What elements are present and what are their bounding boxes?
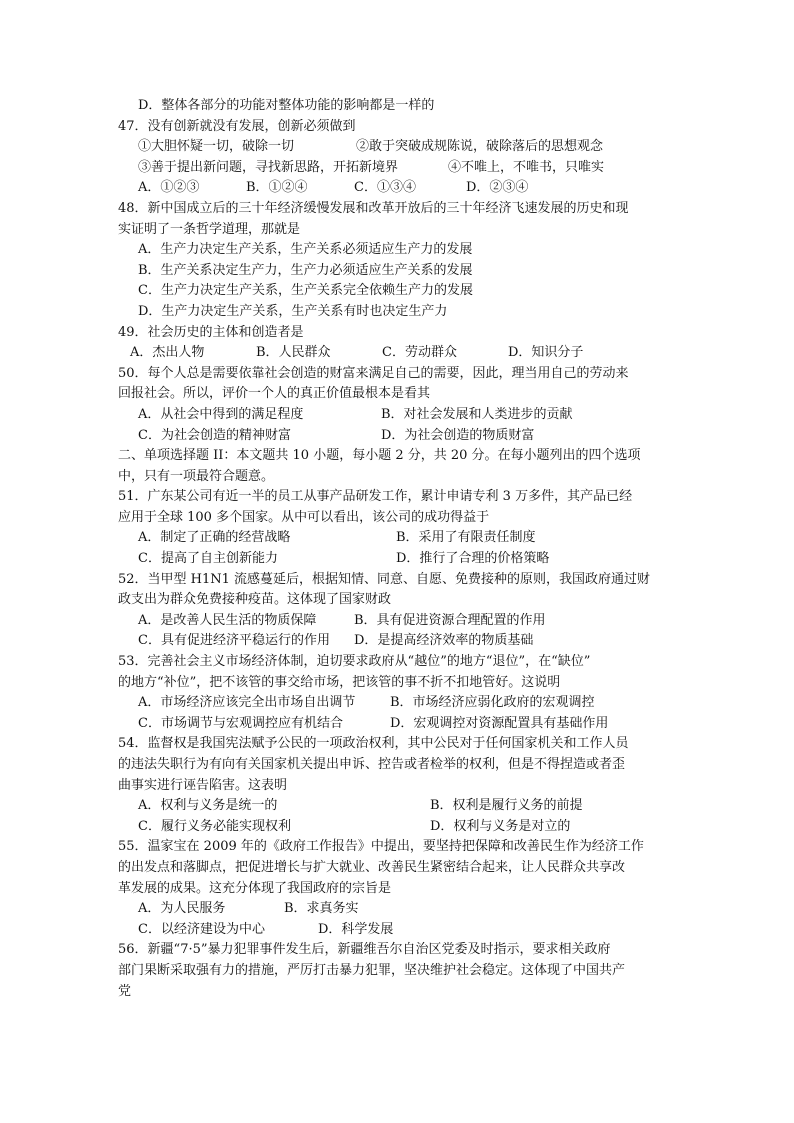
option-row bbox=[118, 714, 688, 735]
option-text: C．市场调节与宏观调控应有机结合 bbox=[138, 715, 343, 731]
option-text: B．求真务实 bbox=[284, 901, 359, 917]
question-line: 54．监督权是我国宪法赋予公民的一项政治权利，其中公民对于任何国家机关和工作人员 bbox=[118, 736, 629, 752]
option-row bbox=[118, 549, 688, 570]
option-text: A．为人民服务 bbox=[138, 901, 226, 917]
option-text: D．推行了合理的价格策略 bbox=[396, 551, 550, 567]
question-line: 回报社会。所以，评价一个人的真正价值最根本是看其 bbox=[118, 386, 431, 402]
option-line: B．生产关系决定生产力，生产力必须适应生产关系的发展 bbox=[138, 262, 473, 278]
option-line: D．整体各部分的功能对整体功能的影响都是一样的 bbox=[138, 98, 435, 113]
question-line: 50．每个人总是需要依靠社会创造的财富来满足自己的需要，因此，理当用自己的劳动来 bbox=[118, 365, 629, 381]
option-text: B．具有促进资源合理配置的作用 bbox=[354, 612, 546, 628]
option-text: C．为社会创造的精神财富 bbox=[138, 427, 291, 443]
question-line: 51．广东某公司有近一半的员工从事产品研发工作，累计申请专利 3 万多件，其产品已经 bbox=[118, 489, 633, 505]
option-text: D．为社会创造的物质财富 bbox=[381, 427, 535, 443]
option-text: A．①②③ bbox=[138, 180, 200, 196]
question-line: 的违法失职行为有向有关国家机关提出申诉、控告或者检举的权利，但是不得捏造或者歪 bbox=[118, 757, 626, 772]
question-line: 二、单项选择题 II：本文题共 10 小题，每小题 2 分，共 20 分。在每小题列出的四个选项 bbox=[118, 448, 641, 464]
option-row bbox=[118, 611, 688, 632]
option-text: ③善于提出新问题，寻找新思路，开拓新境界 bbox=[138, 159, 399, 175]
option-row bbox=[118, 528, 688, 549]
option-row bbox=[118, 158, 688, 179]
question-line: 部门果断采取强有力的措施，严厉打击暴力犯罪，坚决维护社会稳定。这体现了中国共产 bbox=[118, 962, 626, 978]
question-line: 的地方“补位”，把不该管的事交给市场，把该管的事不折不扣地管好。这说明 bbox=[118, 674, 561, 690]
option-text: ②敢于突破成规陈说，破除落后的思想观念 bbox=[356, 139, 604, 155]
option-text: A．市场经济应该完全出市场自出调节 bbox=[138, 695, 356, 711]
option-text: ①大胆怀疑一切，破除一切 bbox=[138, 139, 295, 155]
question-line: 的出发点和落脚点，把促进增长与扩大就业、改善民生紧密结合起来，让人民群众共享改 bbox=[118, 859, 626, 875]
question-line: 中，只有一项最符合题意。 bbox=[118, 468, 275, 484]
option-text: C．劳动群众 bbox=[382, 345, 457, 361]
question-line: 党 bbox=[118, 983, 132, 999]
option-row bbox=[118, 817, 688, 838]
option-row bbox=[118, 693, 688, 714]
option-text: B．市场经济应弱化政府的宏观调控 bbox=[390, 695, 595, 711]
option-text: B．权利是履行义务的前提 bbox=[430, 798, 583, 814]
option-text: A．制定了正确的经营战略 bbox=[138, 530, 291, 546]
question-line: 曲事实进行诬告陷害。这表明 bbox=[118, 777, 288, 793]
option-text: C．提高了自主创新能力 bbox=[138, 551, 278, 567]
option-row bbox=[118, 405, 688, 426]
question-line: 48．新中国成立后的三十年经济缓慢发展和改革开放后的三十年经济飞速发展的历史和现 bbox=[118, 200, 629, 216]
option-row bbox=[118, 631, 688, 652]
question-line: 56．新疆“7·5”暴力犯罪事件发生后，新疆维吾尔自治区党委及时指示，要求相关政府 bbox=[118, 942, 611, 958]
option-text: B．①②④ bbox=[246, 180, 308, 196]
option-text: C．履行义务必能实现权利 bbox=[138, 818, 291, 834]
option-text: ④不唯上，不唯书，只唯实 bbox=[448, 159, 605, 175]
option-text: D．权利与义务是对立的 bbox=[430, 818, 571, 834]
question-line: 实证明了一条哲学道理，那就是 bbox=[118, 221, 301, 237]
option-text: B．对社会发展和人类进步的贡献 bbox=[381, 406, 573, 422]
option-text: C．以经济建设为中心 bbox=[138, 921, 265, 937]
option-row bbox=[118, 796, 688, 817]
option-text: B．采用了有限责任制度 bbox=[396, 530, 536, 546]
option-row bbox=[118, 343, 688, 364]
option-row bbox=[118, 178, 688, 199]
option-text: A．是改善人民生活的物质保障 bbox=[138, 612, 317, 628]
option-row bbox=[118, 899, 688, 920]
option-text: C．具有促进经济平稳运行的作用 bbox=[138, 633, 330, 649]
question-line: 49．社会历史的主体和创造者是 bbox=[118, 324, 304, 340]
question-line: 应用于全球 100 多个国家。从中可以看出，该公司的成功得益于 bbox=[118, 509, 490, 525]
option-text: A．从社会中得到的满足程度 bbox=[138, 406, 304, 422]
option-text: C．①③④ bbox=[354, 180, 416, 196]
option-text: D．科学发展 bbox=[318, 921, 394, 937]
option-text: D．宏观调控对资源配置具有基础作用 bbox=[390, 715, 609, 731]
option-text: D．②③④ bbox=[466, 180, 529, 196]
option-row bbox=[118, 137, 688, 158]
question-block bbox=[118, 96, 688, 1002]
option-line: C．生产力决定生产关系，生产关系完全依赖生产力的发展 bbox=[138, 283, 473, 299]
option-text: D．知识分子 bbox=[508, 345, 584, 361]
option-text: B．人民群众 bbox=[256, 345, 331, 361]
option-text: A．权利与义务是统一的 bbox=[138, 798, 278, 814]
question-line: 47．没有创新就没有发展，创新必须做到 bbox=[118, 118, 356, 134]
question-line: 53．完善社会主义市场经济体制，迫切要求政府从“越位”的地方“退位”，在“缺位” bbox=[118, 654, 591, 670]
question-line: 革发展的成果。这充分体现了我国政府的宗旨是 bbox=[118, 880, 392, 896]
question-line: 政支出为群众免费接种疫苗。这体现了国家财政 bbox=[118, 592, 392, 608]
option-text: A．杰出人物 bbox=[130, 345, 205, 361]
option-text: D．是提高经济效率的物质基础 bbox=[354, 633, 534, 649]
question-line: 55．温家宝在 2009 年的《政府工作报告》中提出，要坚持把保障和改善民生作为经济工作 bbox=[118, 839, 644, 855]
option-line: D．生产力决定生产关系，生产关系有时也决定生产力 bbox=[138, 303, 448, 319]
option-row bbox=[118, 920, 688, 941]
option-line: A．生产力决定生产关系，生产关系必须适应生产力的发展 bbox=[138, 242, 473, 258]
option-row bbox=[118, 426, 688, 447]
question-line: 52．当甲型 H1N1 流感蔓延后，根据知情、同意、自愿、免费接种的原则，我国政府通过财 bbox=[118, 571, 651, 587]
